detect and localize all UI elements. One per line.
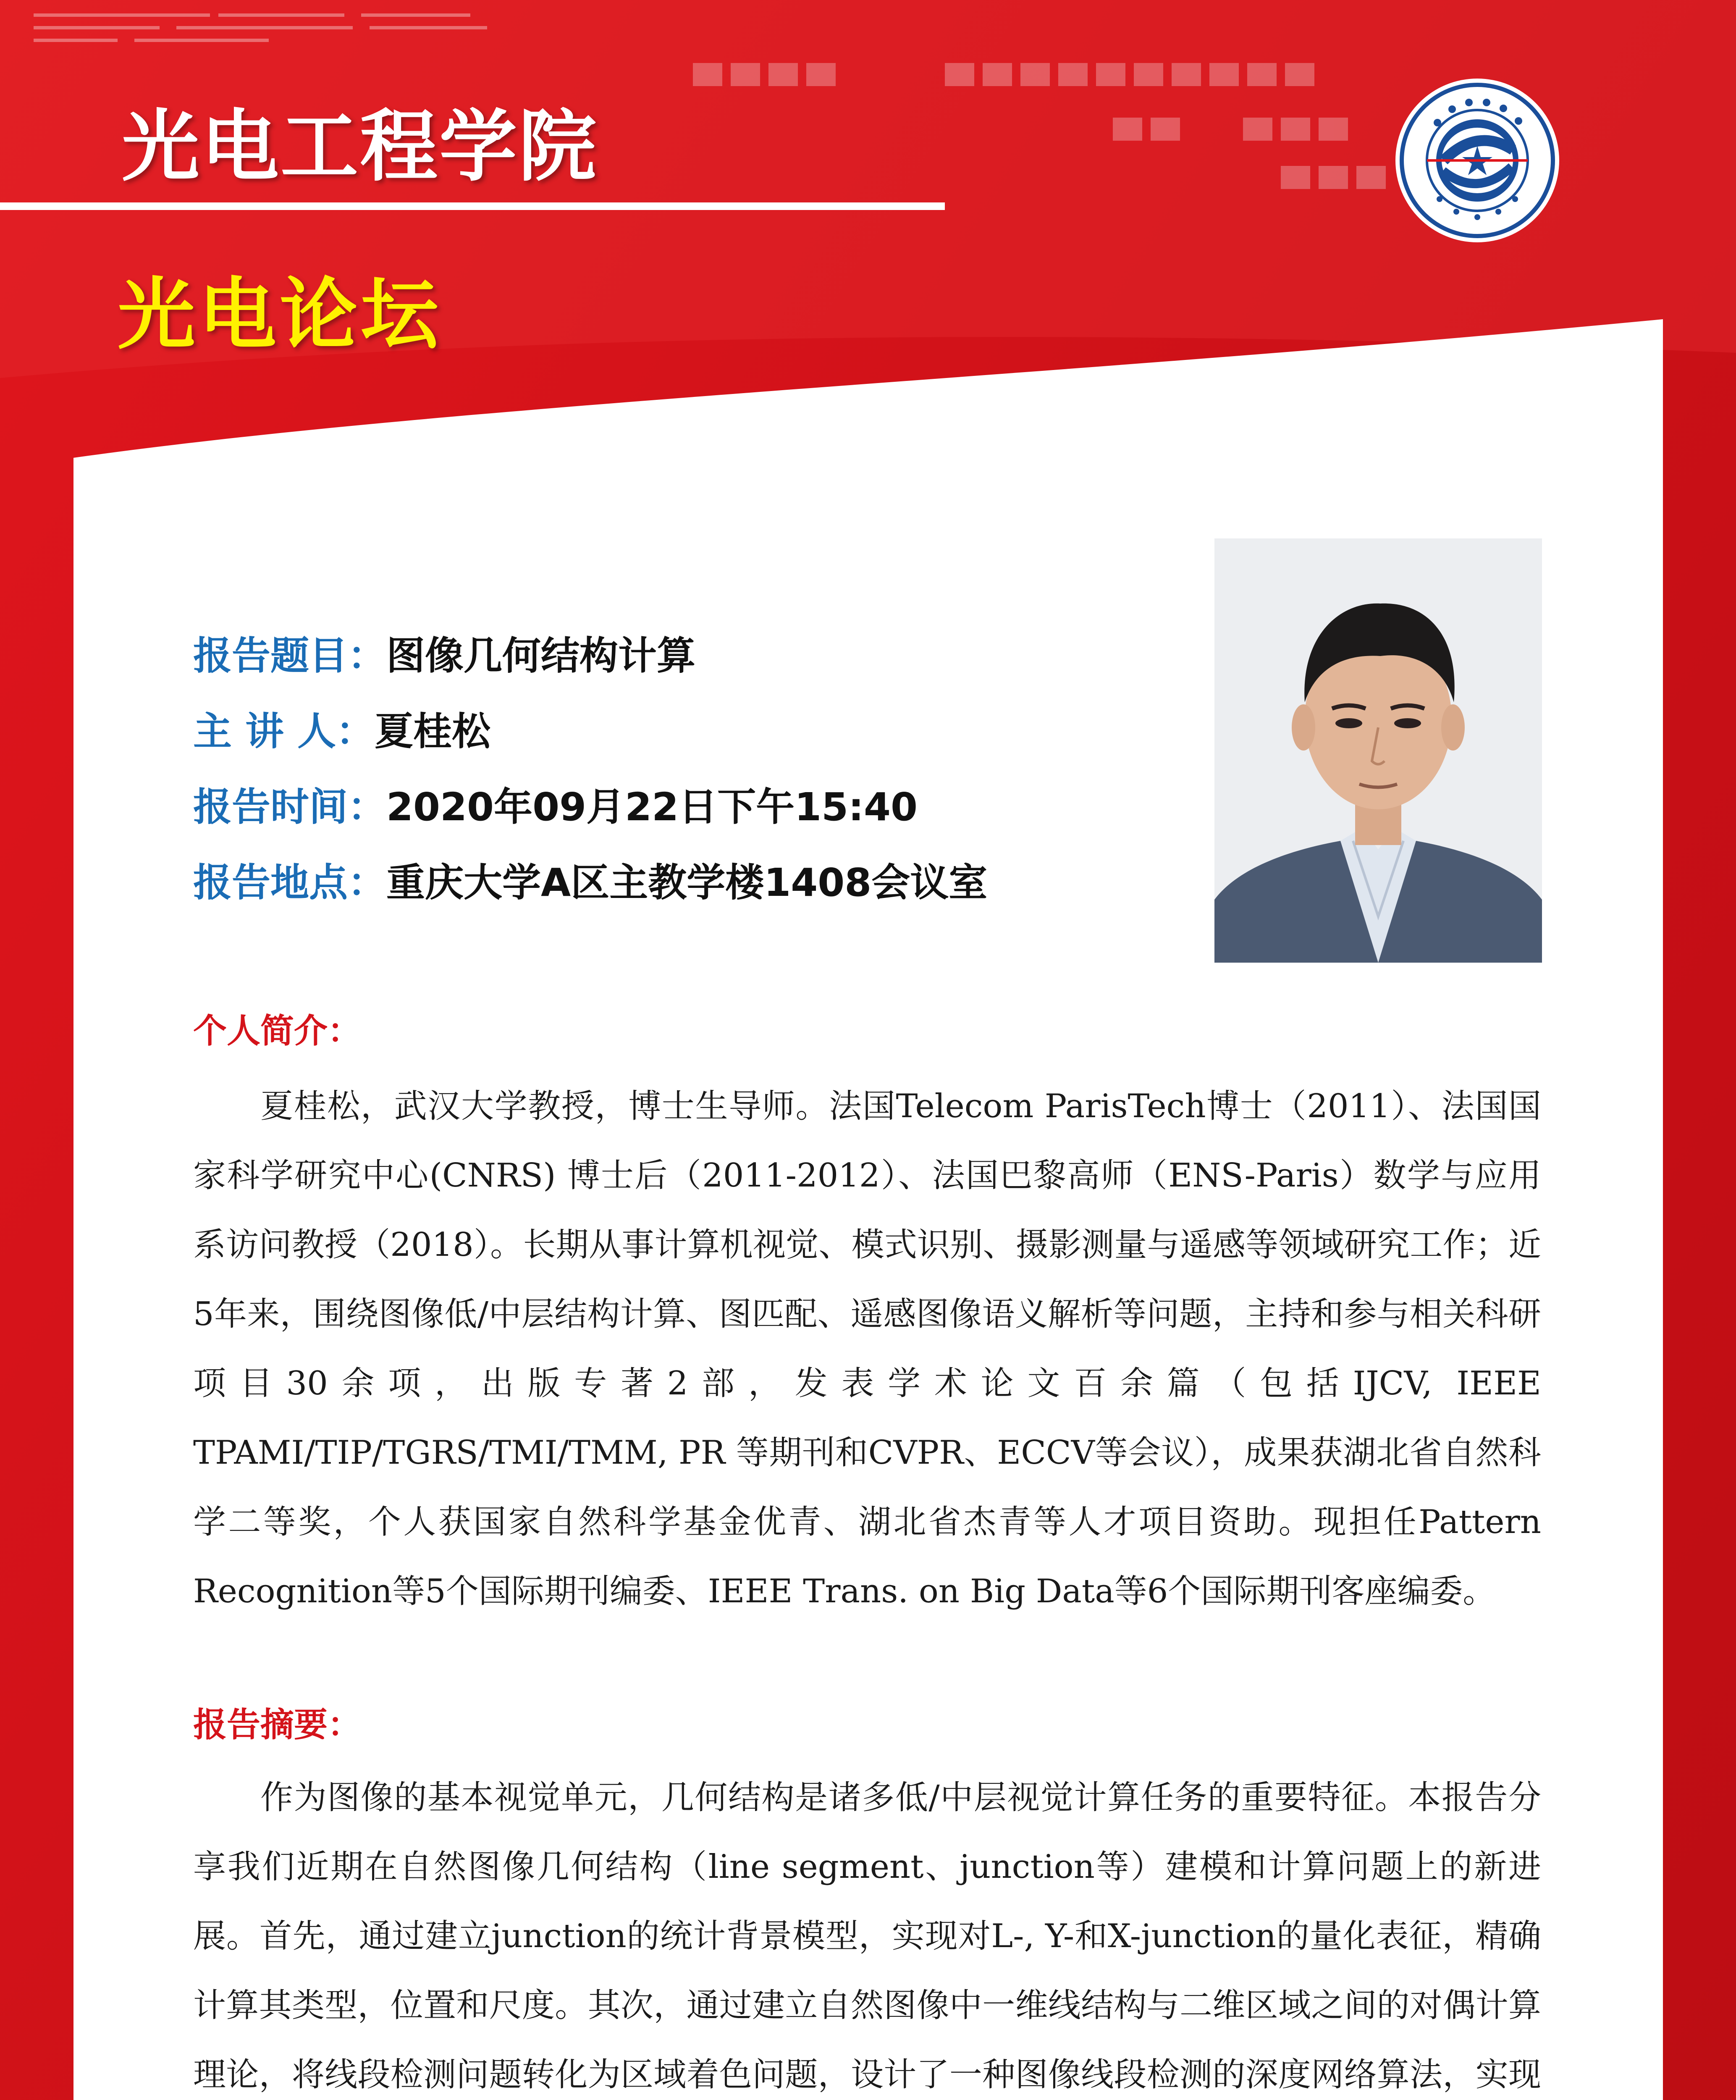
college-emblem-icon bbox=[1393, 76, 1561, 244]
talk-title-label: 报告题目： bbox=[193, 633, 387, 678]
location-label: 报告地点： bbox=[193, 860, 387, 905]
school-title: 光电工程学院 bbox=[122, 101, 598, 192]
time-row bbox=[193, 782, 918, 832]
abstract-heading: 报告摘要： bbox=[193, 1705, 361, 1744]
time-label: 报告时间： bbox=[193, 785, 387, 830]
time-value: 2020年09月22日下午15:40 bbox=[386, 785, 918, 830]
title-divider bbox=[0, 202, 945, 210]
bio-heading: 个人简介： bbox=[193, 1011, 361, 1050]
speaker-portrait bbox=[1214, 538, 1542, 963]
location-value: 重庆大学A区主教学楼1408会议室 bbox=[386, 860, 988, 905]
forum-title: 光电论坛 bbox=[118, 269, 442, 360]
talk-title-value: 图像几何结构计算 bbox=[386, 633, 696, 678]
speaker-row bbox=[193, 706, 490, 757]
speaker-label: 主 讲 人： bbox=[193, 709, 375, 754]
bio-text: 夏桂松，武汉大学教授，博士生导师。法国Telecom ParisTech博士（2011）、法国国家科学研究中心(CNRS) 博士后（2011-2012）、法国巴黎高师（ENS-Paris）数学与应用系访问教授（2018）。长期从事计算机视觉、模式识别、摄影测量与遥感等领域研究工作；近5年来，围绕图像低/中层结构计算、图匹配、遥感图像语义解析等问题，主持和参与相关科研项目30余项，出版专著2部，发表学术论文百余篇（包括IJCV, IEEE TPAMI/TIP/TGRS/TMI/TMM, PR 等期刊和CVPR、ECCV等会议），成果获湖北省自然科学二等奖，个人获国家自然科学基金优青、湖北省杰青等人才项目资助。现担任Pattern Recognition等5个国际期刊编委、IEEE Trans. on Big Data等6个国际期刊客座编委。 bbox=[193, 1087, 1541, 1610]
speaker-value: 夏桂松 bbox=[375, 709, 491, 754]
location-row bbox=[193, 858, 987, 908]
talk-title-row bbox=[193, 631, 695, 681]
abstract-text: 作为图像的基本视觉单元，几何结构是诸多低/中层视觉计算任务的重要特征。本报告分享我们近期在自然图像几何结构（line segment、junction等）建模和计算问题上的新进展。首先，通过建立junction的统计背景模型，实现对L-, Y-和X-junction的量化表征，精确计算其类型，位置和尺度。其次，通过建立自然图像中一维线结构与二维区域之间的对偶计算理论，将线段检测问题转化为区域着色问题，设计了一种图像线段检测的深度网络算法，实现 bbox=[193, 1779, 1541, 2094]
